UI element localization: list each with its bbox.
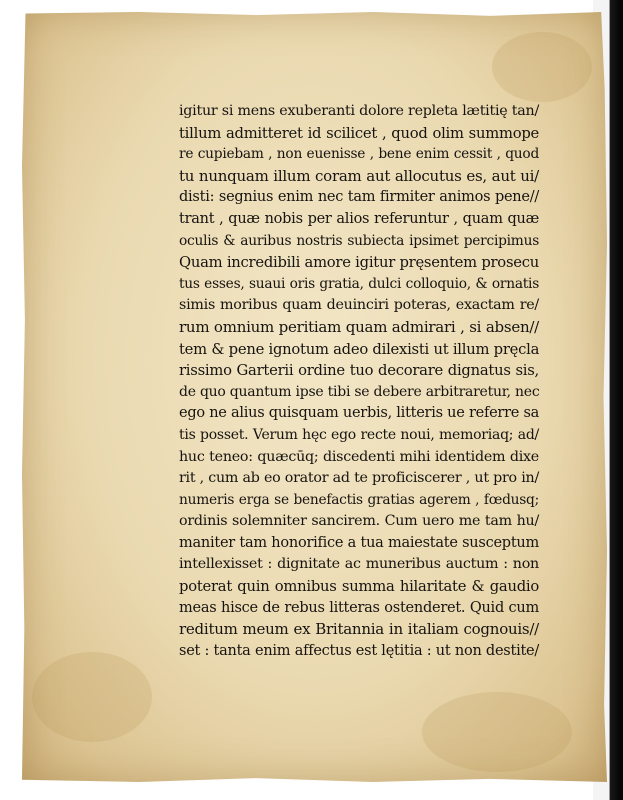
text-line: Quam incredibili amore igitur pręsentem prosecu (179, 254, 539, 272)
text-line: reditum meum ex Britannia in italiam cognouis// (179, 620, 539, 639)
text-line: tus esses, suaui oris gratia, dulci colloquio, & ornatis (179, 275, 539, 292)
page-stain (492, 32, 592, 102)
text-line: igitur si mens exuberanti dolore repleta lætitię tan/ (179, 103, 539, 119)
text-line: intellexisset : dignitate ac muneribus auctum : non (179, 556, 539, 573)
text-line: numeris erga se benefactis gratias agerem , fœdusq; (179, 491, 539, 508)
text-line: oculis & auribus nostris subiecta ipsimet percipimus (179, 232, 539, 249)
text-line: re cupiebam , non euenisse , bene enim cessit , quod (179, 146, 539, 163)
text-line: tem & pene ignotum adeo dilexisti ut illum pręcla (179, 340, 540, 358)
text-line: poterat quin omnibus summa hilaritate & gaudio (179, 578, 539, 596)
text-line: tillum admitteret id scilicet , quod olim summope (179, 124, 539, 142)
text-line: huc teneo: quæcūq; discedenti mihi identidem dixe (179, 448, 539, 465)
text-block (179, 101, 539, 662)
text-line: rit , cum ab eo orator ad te proficiscerer , ut pro in/ (179, 470, 539, 487)
text-line: meas hisce de rebus litteras ostenderet. Quid cum (179, 599, 539, 616)
text-line: ego ne alius quisquam uerbis, litteris ue referre sa (179, 405, 540, 422)
text-line: simis moribus quam deuinciri poteras, exactam re/ (179, 297, 539, 314)
text-line: disti: segnius enim nec tam firmiter animos pene// (179, 189, 539, 206)
text-line: tu nunquam illum coram aut allocutus es, aut ui/ (179, 166, 539, 185)
page-stain (422, 692, 572, 772)
page-stain (32, 652, 152, 742)
text-line: ordinis solemniter sancirem. Cum uero me tam hu/ (179, 513, 539, 530)
text-line: de quo quantum ipse tibi se debere arbitraretur, nec (179, 383, 540, 400)
text-line: rum omnium peritiam quam admirari , si absen// (179, 317, 539, 336)
text-line: trant , quæ nobis per alios referuntur , quam quæ (179, 210, 539, 227)
text-line: maniter tam honorifice a tua maiestate susceptum (179, 534, 539, 551)
text-line: rissimo Garterii ordine tuo decorare dignatus sis, (179, 362, 539, 380)
text-line: tis posset. Verum hęc ego recte noui, memoriaq; ad/ (179, 426, 539, 443)
text-line: set : tanta enim affectus est lętitia : ut non destite/ (179, 642, 539, 659)
